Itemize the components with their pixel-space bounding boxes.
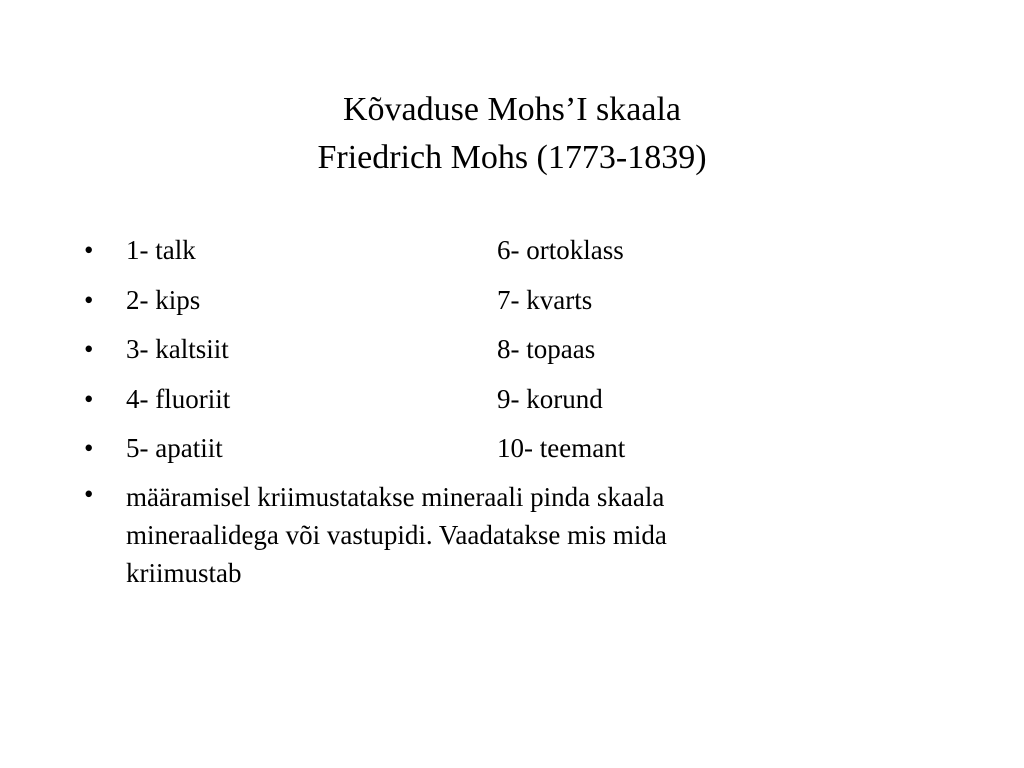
scale-item-right: 7- kvarts — [497, 284, 593, 315]
note-line-1: määramisel kriimustatakse mineraali pinda skaala — [126, 481, 665, 512]
list-item — [84, 327, 844, 377]
note-text — [126, 478, 826, 592]
scale-item-left: 2- kips — [126, 284, 201, 315]
note-list-item — [84, 478, 844, 592]
note-line-3: kriimustab — [126, 557, 242, 588]
title-line-1: Kõvaduse Mohs’I skaala — [342, 91, 682, 128]
slide-body — [84, 228, 844, 592]
scale-item-right: 10- teemant — [497, 433, 626, 463]
scale-item-left: 4- fluoriit — [126, 383, 231, 414]
list-item — [84, 278, 844, 328]
list-item — [84, 426, 844, 476]
scale-item-left: 5- apatiit — [126, 433, 223, 463]
bullet-marker: • — [84, 284, 94, 315]
scale-item-left: 3- kaltsiit — [126, 334, 229, 364]
note-line-2: mineraalidega või vastupidi. Vaadatakse mis mida — [126, 519, 667, 550]
scale-item-right: 8- topaas — [497, 334, 596, 364]
bullet-marker: • — [84, 433, 94, 463]
bullet-marker: • — [84, 383, 94, 414]
scale-item-right: 9- korund — [497, 383, 603, 414]
bullet-marker: • — [84, 235, 94, 265]
list-item — [84, 377, 844, 427]
title-line-2: Friedrich Mohs (1773-1839) — [317, 139, 707, 176]
bullet-marker: • — [84, 478, 94, 509]
bullet-marker: • — [84, 334, 94, 364]
slide-title — [0, 86, 1024, 182]
list-item — [84, 228, 844, 278]
scale-item-left: 1- talk — [126, 235, 196, 265]
scale-item-right: 6- ortoklass — [497, 235, 624, 265]
